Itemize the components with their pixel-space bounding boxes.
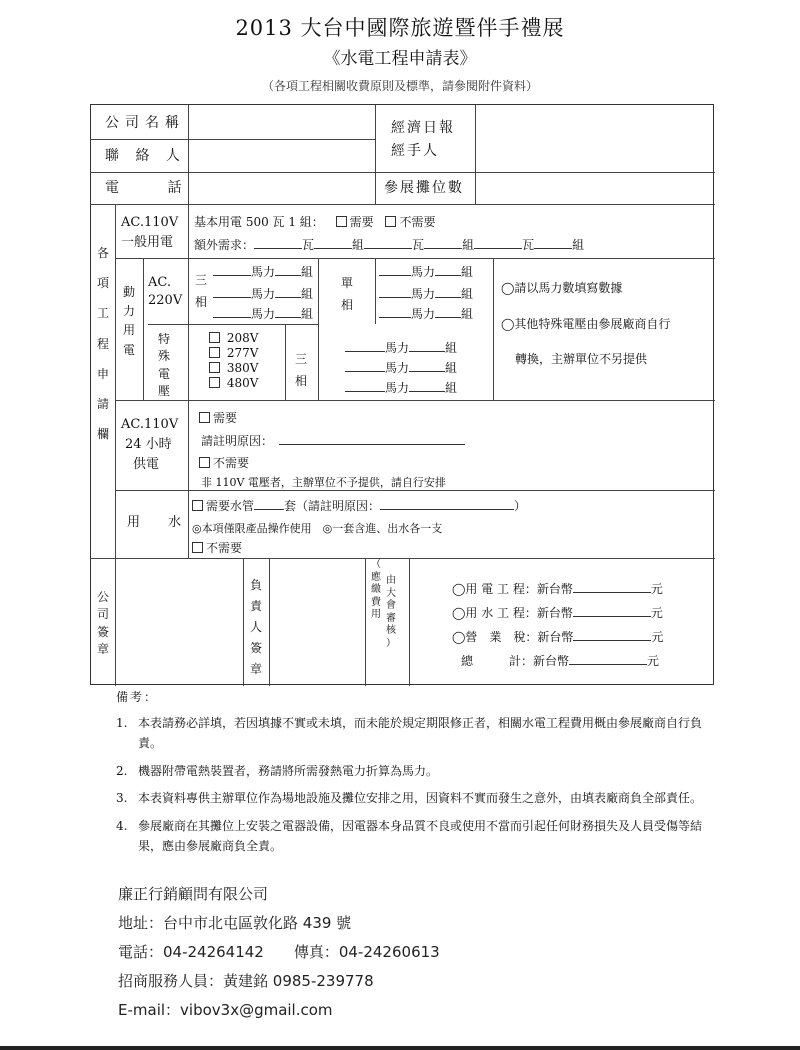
form-title: 2013 大台中國際旅遊暨伴手禮展 [235,16,565,40]
watt-unit-1: 瓦 [302,238,315,252]
ac110-label: AC.110V [121,215,179,230]
watt-unit-2: 瓦 [412,238,425,252]
application-form-table [90,104,714,685]
remark-item [116,816,716,857]
single-phase-hp-2 [379,287,473,301]
fee-row-1 [452,582,663,596]
bottom-border [0,1046,800,1050]
fee-row-3 [452,630,663,644]
water-pipe-row [192,499,526,513]
fee-row-4 [461,654,659,668]
fee-input-total[interactable] [569,664,647,665]
fee-row-2 [452,606,663,620]
fee-note-a: （ 應 繳 費 用 [371,559,381,620]
contact-email[interactable]: E-mail：vibov3x@gmail.com [118,1001,333,1019]
person-sign-label: 負 責 人 簽 章 [249,578,262,676]
voltage-380-checkbox[interactable] [209,362,220,373]
extra-need-label: 額外需求： [194,238,255,252]
handler-label-line2: 經手人 [391,143,439,159]
special-hp-3 [345,381,457,395]
set-unit-2: 組 [462,238,475,252]
need-checkbox[interactable] [336,216,347,227]
water-reason-input[interactable] [380,509,514,510]
fill-hp-note: ◯請以馬力數填寫數據 [501,281,623,295]
company-seal-label: 公 司 簽 章 [96,590,109,657]
water-note-1: ◎本項僅限產品操作使用 [192,522,312,535]
set-unit-3: 組 [572,238,585,252]
water-no-need-checkbox[interactable] [192,542,203,553]
set-unit-1: 組 [352,238,365,252]
ac24-label-1: AC.110V [121,417,179,432]
three-phase-special-label: 三 相 [294,352,307,388]
watt-unit-3: 瓦 [522,238,535,252]
fee-unit-3: 元 [651,630,664,644]
ac24-need-label: 需要 [213,411,238,425]
water-pipe-count-input[interactable] [254,509,284,510]
three-phase-hp-1 [213,265,313,279]
remark-num-1: 1. [116,716,128,730]
hp-unit-sp-2: 馬力 [385,361,410,375]
water-pipe-checkbox[interactable] [192,500,203,511]
voltage-380-label: 380V [226,361,259,375]
set-unit-sp-2: 組 [445,361,458,375]
fee-reference-note: （各項工程相關收費原則及標準，請參閱附件資料） [261,79,538,93]
set-unit-3p-3: 組 [301,307,314,321]
hp-unit-1p-2: 馬力 [411,287,436,301]
remarks-section [116,688,716,863]
other-voltage-note: ◯其他特殊電壓由參展廠商自行 [501,317,671,331]
other-voltage-note-2: 轉換，主辦單位不另提供 [515,352,648,366]
ac24-no-need-label: 不需要 [213,456,250,470]
hp-unit-3p-1: 馬力 [251,265,276,279]
need-label: 需要 [349,215,374,229]
hp-unit-3p-3: 馬力 [251,307,276,321]
power-usage-label: 動 力 用 電 [122,285,135,357]
ac24-no-need-checkbox[interactable] [199,457,210,468]
ac24-need-checkbox[interactable] [199,412,210,423]
hp-unit-sp-1: 馬力 [385,341,410,355]
remark-text-1: 本表請務必詳填，若因填據不實或未填，而未能於規定期限修正者，相關水電工程費用概由參展廠商自行負責。 [138,716,703,751]
contact-agent: 招商服務人員：黃建銘 0985-239778 [118,972,374,990]
remark-text-4: 參展廠商在其攤位上安裝之電器設備，因電器本身品質不良或使用不當而引起任何財務損失及人員受傷等結果，應由參展廠商負全責。 [138,818,703,853]
remark-item [116,713,716,754]
remarks-title: 備考： [116,690,159,704]
ac24-label-2: 24 小時 [125,437,172,452]
three-phase-hp-3 [213,307,313,321]
handler-label-line1: 經濟日報 [391,120,455,136]
remark-num-3: 3. [116,791,128,806]
voltage-options [209,331,258,391]
company-name-label: 公司名稱 [105,115,185,131]
set-unit-1p-2: 組 [461,287,474,301]
contact-phone-fax: 電話：04-24264142 傳真：04-24260613 [118,943,440,961]
non110-note: 非 110V 電壓者，主辦單位不予提供，請自行安排 [201,476,446,489]
fee-input-water[interactable] [573,616,651,617]
section-side-label: 各 項 工 程 申 請 欄 [96,246,109,442]
set-unit-1p-3: 組 [461,307,474,321]
water-no-need-label: 不需要 [206,541,243,555]
voltage-277-checkbox[interactable] [209,347,220,358]
voltage-480-label: 480V [226,376,259,390]
reason-label: 請註明原因： [201,434,274,448]
contact-address: 地址：台中市北屯區敦化路 439 號 [118,914,352,932]
voltage-480-checkbox[interactable] [209,377,220,388]
hp-unit-1p-3: 馬力 [411,307,436,321]
extra-need-row [194,238,584,252]
set-unit-1p-1: 組 [461,265,474,279]
special-voltage-label: 特 殊 電 壓 [157,332,170,399]
basic-power-label: 基本用電 500 瓦 1 組： [194,215,324,229]
form-subtitle: 《水電工程申請表》 [323,49,477,69]
fee-unit-2: 元 [650,606,663,620]
fee-unit-1: 元 [650,582,663,596]
contact-block [118,880,440,1025]
three-phase-hp-2 [213,287,313,301]
basic-power-row [194,215,436,229]
ac220-label-a: AC. [148,275,172,290]
ac24-no-need-option [199,456,249,470]
water-pipe-label: 需要水管 [206,499,255,513]
water-notes [192,522,442,535]
special-hp-1 [345,341,457,355]
no-need-checkbox[interactable] [385,216,396,227]
reason-row [201,434,465,448]
fee-input-tax[interactable] [573,640,651,641]
contact-person-label: 聯 絡 人 [105,148,186,164]
remark-text-2: 機器附帶電熱裝置者，務請將所需發熱電力折算為馬力。 [138,763,439,778]
single-phase-hp-3 [379,307,473,321]
set-unit-sp-3: 組 [445,381,458,395]
remark-num-4: 4. [116,818,128,833]
hp-unit-3p-2: 馬力 [251,287,276,301]
single-phase-label: 單 相 [340,276,353,312]
water-no-need-option [192,541,242,555]
water-set-label: 套（請註明原因： [284,499,381,513]
fee-note-b: 由 大 會 審 核 ） [386,575,396,649]
hp-unit-1p-1: 馬力 [411,265,436,279]
special-hp-2 [345,361,457,375]
fee-label-total: 總 計：新台幣 [461,654,570,668]
three-phase-label: 三 相 [194,273,207,309]
ac24-need-option [199,411,237,425]
voltage-208-checkbox[interactable] [209,332,220,343]
fee-unit-4: 元 [647,654,660,668]
ac110-general-label: 一般用電 [121,235,174,250]
reason-input[interactable] [279,444,465,445]
ac24-label-3: 供電 [133,457,160,472]
set-unit-3p-1: 組 [301,265,314,279]
set-unit-sp-1: 組 [445,341,458,355]
phone-label: 電 話 [105,180,204,196]
water-note-2: ◎一套含進、出水各一支 [322,522,443,535]
remark-text-3: 本表資料專供主辦單位作為場地設施及攤位安排之用，因資料不實而發生之意外，由填表廠商負全部責任。 [138,791,703,806]
ac220-label-b: 220V [148,293,183,308]
single-phase-hp-1 [379,265,473,279]
contact-company: 廉正行銷顧問有限公司 [118,885,269,903]
fee-label-power: ◯用 電 工 程：新台幣 [452,582,573,596]
remark-item [116,788,716,808]
voltage-208-label: 208V [226,331,259,345]
no-need-label: 不需要 [399,215,436,229]
water-label: 用 水 [127,515,194,530]
voltage-277-label: 277V [226,346,259,360]
set-unit-3p-2: 組 [301,287,314,301]
booth-count-label: 參展攤位數 [384,180,464,196]
hp-unit-sp-3: 馬力 [385,381,410,395]
fee-label-tax: ◯營 業 稅：新台幣 [452,630,574,644]
fee-input-power[interactable] [573,592,651,593]
fee-label-water: ◯用 水 工 程：新台幣 [452,606,573,620]
remark-num-2: 2. [116,763,128,778]
remark-item [116,761,716,781]
water-close-paren: ） [514,499,527,513]
